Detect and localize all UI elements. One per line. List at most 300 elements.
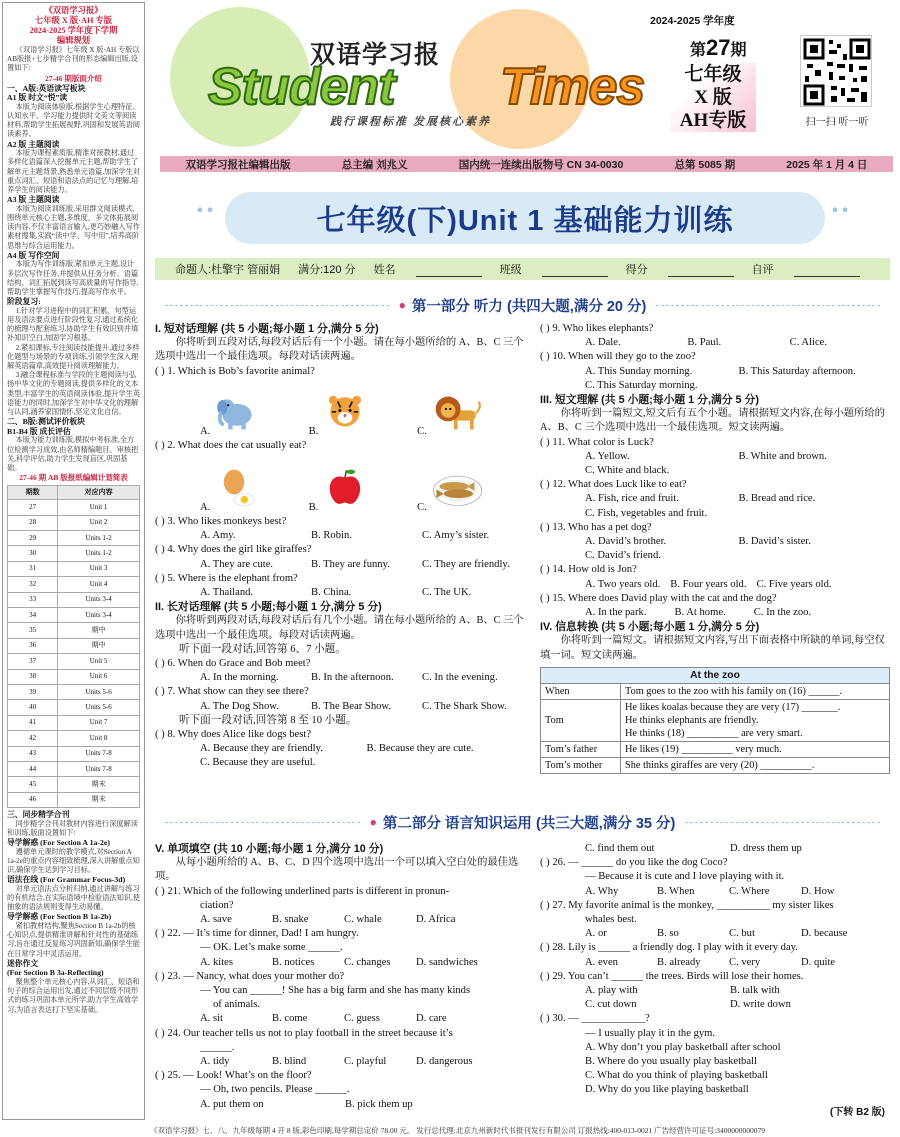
options (540, 927, 895, 941)
zoo-table-row (541, 757, 890, 773)
option[interactable]: A. David’s brother. (585, 536, 667, 548)
option[interactable]: C. The Shark Show. (422, 700, 507, 712)
scan-listen-label: 扫一扫 听一听 (805, 117, 869, 128)
total-issue: 总第 5085 期 (674, 158, 736, 171)
options (155, 558, 533, 572)
options (155, 742, 533, 756)
question-continued: — You can ______! She has a big farm and she has many kinds (200, 985, 471, 997)
content-cell: Units 5-6 (58, 684, 140, 699)
issue-cell: 44 (8, 761, 58, 776)
qr-code-icon[interactable] (800, 35, 872, 107)
option[interactable]: B. notices (272, 956, 315, 968)
plan-table-row (8, 577, 140, 592)
sidebar-text: 本版为课程素质版,精准对接教材,通过多样化语篇深入挖掘单元主题,帮助学生了解单元主题背景,熟悉单元语篇,加深学生对重点词汇、短语和语法点的记忆与理解,培养学生的阅读能力。 (7, 149, 140, 195)
question[interactable]: ( ) 29. You can’t ______ the trees. Birds will lose their homes. (540, 970, 804, 982)
plan-table-row (8, 792, 140, 807)
content-cell: Unit 6 (58, 669, 140, 684)
option[interactable]: C. What do you think of playing basketball (585, 1070, 768, 1082)
listening-right-column (540, 322, 892, 774)
option[interactable]: A. or (585, 928, 607, 940)
edition-version: X 版 (694, 87, 732, 108)
question[interactable]: ( ) 8. Why does Alice like dogs best? (155, 729, 312, 741)
question[interactable]: ( ) 3. Who likes monkeys best? (155, 516, 287, 528)
sidebar-heading: 二、B版:测试评价板块 (7, 417, 85, 427)
option[interactable]: B. snake (272, 914, 309, 926)
question[interactable]: ( ) 7. What show can they see there? (155, 686, 309, 698)
question[interactable]: ( ) 1. Which is Bob’s favorite animal? (155, 365, 315, 377)
sidebar-heading: 导学解惑 (For Section B 1a-2b) (7, 912, 112, 922)
content-cell: Units 5-6 (58, 700, 140, 715)
setter-label: 命题人:杜擎宇 管丽娟 (175, 264, 281, 276)
lion-icon[interactable] (432, 384, 483, 439)
plan-table-row (8, 715, 140, 730)
bullet-icon: ● (369, 815, 377, 829)
sidebar-text: 遵循单元课时的教学模式,对Section A 1a-2e的重点内容细致梳理,深入讲解重点知识,确保学生达到学习目标。 (7, 847, 140, 875)
slogan: 践行课程标准 发展核心素养 (330, 116, 492, 128)
fish-plate-icon[interactable] (432, 460, 483, 515)
grammar-right-column (540, 842, 895, 1098)
options (540, 885, 895, 899)
option[interactable]: B. The Bear Show. (311, 700, 392, 712)
content-cell: Units 7-8 (58, 746, 140, 761)
options (155, 1098, 533, 1112)
question[interactable]: ( ) 6. When do Grace and Bob meet? (155, 658, 311, 670)
sidebar-text: 1.针对学习进程中的词汇积累、句型运用及语法要点进行阶段性复习,通过系统化的梳理与配套练习,协助学生有效识别并填补知识空白,加固学习根基。 (7, 306, 139, 343)
options (540, 492, 892, 506)
masthead (150, 5, 898, 155)
publisher: 双语学习报社编辑出版 (185, 158, 291, 171)
issue-cell: 41 (8, 715, 58, 730)
eggs-icon[interactable] (215, 460, 259, 515)
option[interactable]: D. quite (801, 956, 836, 968)
instruction: 你将听到一篇短文。请根据短文内容,写出下面表格中所缺的单词,每空仅填一词。短文读两遍。 (540, 635, 885, 661)
mark-label: 得分 (625, 264, 648, 276)
issue-cell: 43 (8, 746, 58, 761)
part1-title: 第一部分 听力 (共四大题,满分 20 分) (411, 298, 647, 315)
option[interactable]: B. blind (272, 1056, 307, 1068)
content-cell: Unit 7 (58, 715, 140, 730)
option-label[interactable]: C. (417, 501, 427, 513)
option[interactable]: D. write down (730, 999, 791, 1011)
option[interactable]: C. very (729, 956, 761, 968)
option[interactable]: C. The UK. (422, 587, 472, 599)
question[interactable]: ( ) 30. — ____________? (540, 1013, 650, 1025)
sidebar-text: 聚焦整个单元核心内容,从词汇、短语和句子的综合运用出发,通过不同层级不同形式的练习巩固本单元所学,助力学生高效学习,为语言表达打下坚实基础。 (7, 978, 140, 1014)
edition-special: AH专版 (679, 110, 747, 131)
name-label: 姓名 (373, 264, 396, 276)
content-cell: Unit 5 (58, 654, 140, 669)
section-heading: II. 长对话理解 (共 5 小题;每小题 1 分,满分 5 分) (155, 601, 382, 614)
publication-info-bar (160, 156, 893, 172)
question-continued: ciation? (200, 899, 234, 911)
options (540, 549, 892, 563)
issue-cell: 46 (8, 792, 58, 807)
zoo-row-content[interactable]: She thinks giraffes are very (20) __________. (621, 757, 890, 773)
options (155, 756, 533, 770)
listening-left-column (155, 322, 533, 771)
content-cell: Units 3-4 (58, 592, 140, 607)
option[interactable]: A. tidy (200, 1056, 230, 1068)
content-cell: Units 1-2 (58, 531, 140, 546)
option[interactable]: C. Because they are useful. (200, 757, 316, 769)
option[interactable]: C. Alice. (789, 337, 828, 349)
sidebar-text: 同步精学合刊对教材内容进行深度解读和训练,版面设置如下: (7, 819, 138, 837)
option[interactable]: A. save (200, 914, 232, 926)
plan-table-row (8, 531, 140, 546)
plan-table-header: 期数 (8, 486, 58, 500)
option[interactable]: A. In the park. (585, 607, 647, 619)
section-heading: V. 单项填空 (共 10 小题;每小题 1 分,满分 10 分) (155, 843, 384, 855)
question[interactable]: ( ) 11. What color is Luck? (540, 436, 654, 448)
option[interactable]: C. In the zoo. (753, 607, 812, 619)
name-field[interactable] (374, 261, 482, 277)
option[interactable]: A. Two years old. (585, 578, 661, 590)
option[interactable]: D. How (801, 885, 835, 897)
zoo-row-label: When (541, 683, 621, 699)
edition-grade: 七年级 (684, 64, 742, 85)
option[interactable]: B. At home. (674, 607, 726, 619)
option[interactable]: A. They are cute. (200, 558, 274, 570)
plan-table-row (8, 638, 140, 653)
issue-cell: 30 (8, 546, 58, 561)
sidebar-heading: 迷你作文 (7, 958, 39, 968)
content-cell: Unit 3 (58, 561, 140, 576)
options (155, 586, 533, 600)
options (540, 379, 892, 393)
question[interactable]: ( ) 13. Who has a pet dog? (540, 521, 652, 533)
option[interactable]: C. playful (344, 1056, 387, 1068)
option[interactable]: A. Fish, rice and fruit. (585, 493, 679, 505)
plan-table-row (8, 731, 140, 746)
issue-cell: 40 (8, 700, 58, 715)
issue-cell: 39 (8, 684, 58, 699)
option[interactable]: C. cut down (585, 999, 637, 1011)
option[interactable]: A. Why (585, 885, 619, 897)
issue-cell: 28 (8, 515, 58, 530)
instruction: 你将听到两段对话,每段对话后有几个小题。请在每小题所给的 A、B、C 三个选项中选出一个最佳选项。每段对话读两遍。 (155, 615, 524, 641)
class-label: 班级 (499, 264, 522, 276)
sidebar-text: 本版为阅读体验版,根据学生心理特征、认知水平、学习能力提供时文美文等阅读材料,帮助学生拓展视野,巩固和发展英语阅读素养。 (7, 102, 140, 139)
option[interactable]: B. Robin. (311, 530, 352, 542)
zoo-table-title: At the zoo (541, 667, 890, 683)
options (540, 956, 895, 970)
q1-options (155, 379, 533, 439)
option[interactable]: A. put them on (200, 1098, 264, 1110)
option[interactable]: D. care (416, 1013, 447, 1025)
options (540, 336, 892, 350)
plan-table-row (8, 546, 140, 561)
question[interactable]: ( ) 24. Our teacher tells us not to play football in the street because it’s (155, 1027, 453, 1039)
option[interactable]: A. even (585, 956, 618, 968)
options (155, 956, 533, 970)
option[interactable]: A. sit (200, 1013, 223, 1025)
option[interactable]: B. China. (311, 587, 352, 599)
student-info-bar (155, 258, 890, 280)
sidebar-title: 《双语学习报》 (44, 6, 103, 15)
option[interactable]: B. already (657, 956, 701, 968)
sidebar-heading: A1 版 时文“悦”读 (7, 93, 68, 103)
question[interactable]: ( ) 9. Who likes elephants? (540, 323, 654, 334)
continued-note: (下转 B2 版) (830, 1107, 885, 1118)
options (540, 578, 892, 592)
zoo-row-content[interactable]: He likes (19) __________ very much. (621, 741, 890, 757)
sidebar-heading: 阶段复习: (7, 297, 41, 307)
option[interactable]: C. but (729, 928, 755, 940)
option[interactable]: B. Because they are cute. (366, 743, 474, 755)
option[interactable]: A. Amy. (200, 530, 236, 542)
question[interactable]: ( ) 21. Which of the following underlined parts is different in pronun- (155, 885, 450, 897)
question[interactable]: ( ) 23. — Nancy, what does your mother do? (155, 970, 345, 982)
issue-cell: 27 (8, 500, 58, 515)
options (155, 1055, 533, 1069)
plan-table-row (8, 623, 140, 638)
option[interactable]: C. find them out (585, 843, 655, 854)
question[interactable]: ( ) 2. What does the cat usually eat? (155, 439, 307, 451)
options (540, 606, 892, 620)
option[interactable]: B. They are funny. (311, 558, 390, 570)
plan-table-row (8, 746, 140, 761)
sidebar-heading: 一、A版:英语读写板块 (7, 83, 86, 93)
plan-table-row (8, 684, 140, 699)
edition-plan-sidebar (2, 2, 145, 1120)
zoo-row-label: Tom’s father (541, 741, 621, 757)
instruction: 你将听到一篇短文,短文后有五个小题。请根据短文内容,在每小题所给的 A、B、C 三个选项中选出一个最佳选项。短文读两遍。 (540, 408, 885, 434)
sidebar-heading: A2 版 主题阅读 (7, 139, 60, 149)
content-cell: Unit 1 (58, 500, 140, 515)
section-heading: III. 短文理解 (共 5 小题;每小题 1 分,满分 5 分) (540, 394, 759, 407)
option[interactable]: D. because (801, 928, 848, 940)
options (540, 535, 892, 549)
sidebar-text: 3.融合课程标准与学段的主题阅读与弘扬中华文化的专题阅读,提供多样化的文本类型,丰富学生的英语阅读体验,提升学生英语能力的同时,加深学生对中华文化的理解与认同,涵养家国情怀,坚定文化自信。 (7, 371, 140, 417)
question-continued: — I usually play it in the gym. (585, 1027, 716, 1039)
part2-title: 第二部分 语言知识运用 (共三大题,满分 35 分) (382, 815, 676, 832)
option[interactable]: C. changes (344, 956, 391, 968)
full-score-label: 满分:120 分 (298, 264, 356, 276)
options (540, 464, 892, 478)
option[interactable]: A. Because they are friendly. (200, 743, 323, 755)
question-continued: — Because it is cute and I love playing with it. (585, 871, 785, 883)
serial-number: 国内统一连续出版物号 CN 34-0030 (458, 158, 624, 171)
question[interactable]: ( ) 5. Where is the elephant from? (155, 572, 298, 584)
content-cell: Units 7-8 (58, 761, 140, 776)
option-label[interactable]: A. (200, 501, 211, 513)
option[interactable]: B. come (272, 1013, 308, 1025)
option[interactable]: A. Yellow. (585, 450, 630, 462)
sidebar-subtitle: 27-46 期版面介绍 (45, 73, 102, 83)
option[interactable]: A. The Dog Show. (200, 700, 279, 712)
plan-table-row (8, 592, 140, 607)
edition-badge (670, 63, 756, 132)
zoo-row-content[interactable]: Tom goes to the zoo with his family on (16) ______. (621, 683, 890, 699)
sidebar-text: 对单元语法点分析归纳,通过讲解与练习的有机结合,在实际语境中检验语法知识,使抽象的语法规则变得生动易懂。 (7, 884, 140, 912)
option[interactable]: C. White and black. (585, 465, 670, 477)
class-field[interactable] (500, 261, 608, 277)
instruction: 从每小题所给的 A、B、C、D 四个选项中选出一个可以填入空白处的最佳选项。 (155, 857, 519, 883)
sidebar-text: 2.紧扣课标,专注阅读技能提升,通过多样化题型与场景的专项训练,引领学生深入理解英语篇章,高效提升阅读理解能力。 (7, 343, 140, 371)
content-cell: 期中 (58, 623, 140, 638)
issue-suffix: 期 (730, 42, 747, 59)
question[interactable]: ( ) 12. What does Luck like to eat? (540, 479, 687, 491)
question[interactable]: ( ) 14. How old is Jon? (540, 564, 637, 576)
option[interactable]: C. David’s friend. (585, 550, 661, 562)
sidebar-title: 2024-2025 学年度下学期 (29, 26, 118, 35)
zoo-table-row (541, 741, 890, 757)
issue-cell: 35 (8, 623, 58, 638)
content-cell: 期中 (58, 638, 140, 653)
options (540, 450, 892, 464)
issue-prefix: 第 (690, 42, 707, 59)
issue-cell: 34 (8, 608, 58, 623)
issue-cell: 38 (8, 669, 58, 684)
content-cell: 期末 (58, 777, 140, 792)
issue-cell: 42 (8, 731, 58, 746)
option[interactable]: B. Where do you usually play basketball (585, 1056, 757, 1068)
self-eval-field[interactable] (752, 261, 860, 277)
options (155, 1012, 533, 1026)
plan-table-row (8, 608, 140, 623)
sidebar-heading: 语法在线 (For Grammar Focus-3d) (7, 875, 126, 885)
question-continued: of animals. (213, 999, 261, 1011)
zoo-table-row (541, 683, 890, 699)
option[interactable]: C. Five years old. (756, 578, 832, 590)
issue-cell: 32 (8, 577, 58, 592)
grammar-left-column (155, 842, 533, 1112)
content-cell: Units 3-4 (58, 608, 140, 623)
option[interactable]: D. Why do you like playing basketball (585, 1084, 749, 1096)
option[interactable]: C. whale (344, 914, 382, 926)
options (540, 507, 892, 521)
part1-heading (155, 295, 890, 315)
question[interactable]: ( ) 28. Lily is ______ a friendly dog. I play with it every day. (540, 942, 798, 954)
option[interactable]: B. White and brown. (738, 450, 827, 462)
apple-icon[interactable] (323, 460, 367, 515)
option[interactable]: A. In the morning. (200, 672, 279, 684)
option[interactable]: C. They are friendly. (422, 558, 510, 570)
option[interactable]: A. Dale. (585, 337, 621, 349)
options (155, 671, 533, 685)
chief-editor: 总主编 刘兆义 (341, 158, 408, 171)
options (540, 365, 892, 379)
option[interactable]: A. kites (200, 956, 233, 968)
content-cell: Unit 8 (58, 731, 140, 746)
sidebar-heading: A3 版 主题阅读 (7, 195, 60, 205)
tiger-icon[interactable] (323, 384, 367, 439)
zoo-row-content[interactable]: He likes koalas because they are very (17) _______. He thinks elephants are friendly. He thinks (18) __________ are very smart. (621, 699, 890, 741)
q2-options (155, 453, 533, 515)
plan-table (7, 485, 140, 808)
option[interactable]: D. sandwiches (416, 956, 478, 968)
question-continued: — OK. Let’s make some ______. (200, 942, 343, 954)
option[interactable]: C. Where (729, 885, 770, 897)
option-label[interactable]: B. (308, 425, 319, 437)
sidebar-title: 七年级 X 版·AH 专版 (34, 16, 113, 25)
option[interactable]: A. Thailand. (200, 587, 254, 599)
option[interactable]: C. Fish, vegetables and fruit. (585, 507, 708, 519)
question-continued: ______. (200, 1041, 235, 1053)
option[interactable]: C. In the evening. (422, 672, 498, 684)
issue-number (690, 35, 747, 61)
option-label[interactable]: A. (200, 425, 211, 437)
instruction: 你将听到五段对话,每段对话后有一个小题。请在每小题所给的 A、B、C 三个选项中选出一个最佳选项。每段对话读两遍。 (155, 337, 524, 363)
question[interactable]: ( ) 15. Where does David play with the cat and the dog? (540, 592, 777, 604)
banner-dots: ∙∙ (830, 187, 850, 232)
question-continued: whales best. (585, 914, 637, 926)
publish-date: 2025 年 1 月 4 日 (786, 158, 868, 171)
logo-student: Student (208, 58, 395, 116)
option[interactable]: A. This Sunday morning. (585, 365, 693, 377)
section-heading: I. 短对话理解 (共 5 小题;每小题 1 分,满分 5 分) (155, 323, 379, 335)
zoo-table-row (541, 699, 890, 741)
option[interactable]: C. guess (344, 1013, 380, 1025)
option[interactable]: B. pick them up (345, 1098, 413, 1110)
option[interactable]: A. Why don’t you play basketball after school (585, 1041, 781, 1053)
option[interactable]: B. When (657, 885, 695, 897)
option[interactable]: D. Africa (416, 914, 456, 926)
option[interactable]: B. talk with (730, 985, 780, 997)
logo-times: Times (500, 58, 645, 116)
elephant-icon[interactable] (215, 384, 259, 439)
issue-cell: 33 (8, 592, 58, 607)
question[interactable]: ( ) 4. Why does the girl like giraffes? (155, 544, 312, 556)
sub-instruction: 听下面一段对话,回答第 6、7 小题。 (179, 643, 346, 655)
plan-table-row (8, 761, 140, 776)
content-cell: Unit 4 (58, 577, 140, 592)
option[interactable]: B. so (657, 928, 679, 940)
question[interactable]: ( ) 22. — It’s time for dinner, Dad! I am hungry. (155, 928, 359, 940)
issue-cell: 29 (8, 531, 58, 546)
issue-no: 27 (706, 35, 731, 60)
option[interactable]: A. play with (585, 985, 638, 997)
plan-table-row (8, 500, 140, 515)
mark-field[interactable] (626, 261, 734, 277)
sidebar-heading: (For Section B 3a-Reflecting) (7, 968, 104, 978)
option[interactable]: B. David’s sister. (738, 536, 811, 548)
plan-table-row (8, 669, 140, 684)
option[interactable]: B. Bread and rice. (738, 493, 816, 505)
option[interactable]: D. dangerous (416, 1056, 473, 1068)
question[interactable]: ( ) 27. My favorite animal is the monkey, __________ my sister likes (540, 899, 834, 911)
options (540, 998, 895, 1012)
issue-cell: 36 (8, 638, 58, 653)
option[interactable]: B. Four years old. (670, 578, 747, 590)
options (540, 984, 895, 998)
option[interactable]: B. Paul. (687, 337, 722, 349)
options (155, 913, 533, 927)
option[interactable]: B. This Saturday afternoon. (738, 365, 856, 377)
sidebar-heading: 三、同步精学合刊 (7, 810, 70, 820)
option[interactable]: C. Amy’s sister. (422, 530, 490, 542)
sidebar-heading: A4 版 写作空间 (7, 250, 60, 260)
option[interactable]: B. In the afternoon. (311, 672, 394, 684)
options (540, 842, 895, 856)
issue-cell: 37 (8, 654, 58, 669)
question[interactable]: ( ) 26. — ______ do you like the dog Coco? (540, 857, 728, 869)
zoo-row-label: Tom (541, 699, 621, 741)
option[interactable]: D. dress them up (730, 843, 802, 854)
part2-heading (155, 812, 890, 832)
section-heading: IV. 信息转换 (共 5 小题;每小题 1 分,满分 5 分) (540, 621, 760, 634)
sidebar-title: 编辑规划 (56, 36, 91, 45)
option[interactable]: C. This Saturday morning. (585, 379, 698, 391)
plan-table-title: 27-46 期 AB 版报纸编辑计划简表 (19, 473, 128, 483)
option-label[interactable]: C. (417, 425, 427, 437)
question[interactable]: ( ) 10. When will they go to the zoo? (540, 351, 696, 363)
plan-table-row (8, 654, 140, 669)
option-label[interactable]: B. (308, 501, 319, 513)
question[interactable]: ( ) 25. — Look! What’s on the floor? (155, 1070, 312, 1082)
options (155, 529, 533, 543)
school-year: 2024-2025 学年度 (650, 15, 735, 27)
